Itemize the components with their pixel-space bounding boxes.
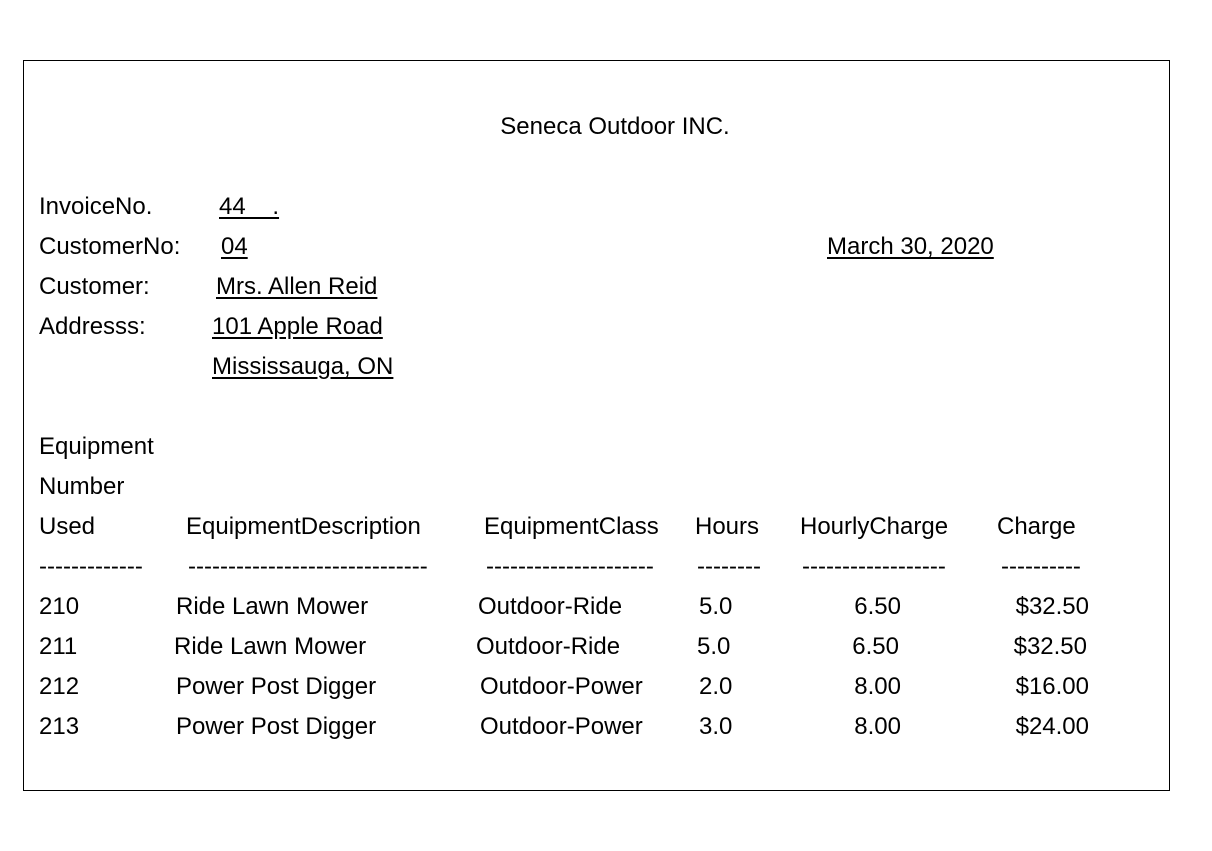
header-charge: Charge: [997, 513, 1076, 540]
customer-no-value: 04: [221, 233, 248, 260]
row-class: Outdoor-Ride: [476, 633, 621, 660]
address-line-1: 101 Apple Road: [212, 313, 383, 340]
address-line-2: Mississauga, ON: [212, 353, 394, 380]
row-number: 213: [39, 713, 80, 740]
row-class: Outdoor-Ride: [478, 593, 623, 620]
separator-description: ------------------------------: [188, 553, 428, 580]
row-charge: $32.50: [1015, 593, 1089, 620]
header-description: EquipmentDescription: [186, 513, 421, 540]
row-charge: $32.50: [1013, 633, 1087, 660]
row-hourly-charge: 8.00: [854, 713, 901, 740]
row-hourly-charge: 6.50: [852, 633, 899, 660]
header-number-line1: Equipment: [39, 433, 154, 460]
header-number-line3: Used: [39, 513, 96, 540]
separator-hours: --------: [697, 553, 761, 580]
row-charge: $16.00: [1015, 673, 1089, 700]
customer-name: Mrs. Allen Reid: [216, 273, 378, 300]
row-description: Power Post Digger: [176, 713, 377, 740]
row-hours: 5.0: [697, 633, 731, 660]
row-description: Ride Lawn Mower: [174, 633, 367, 660]
header-hourly-charge: HourlyCharge: [800, 513, 949, 540]
invoice-no-value: 44 .: [219, 193, 280, 220]
row-hours: 2.0: [699, 673, 733, 700]
row-description: Ride Lawn Mower: [176, 593, 369, 620]
row-number: 210: [39, 593, 80, 620]
invoice-no-label: InvoiceNo.: [39, 193, 153, 220]
row-charge: $24.00: [1015, 713, 1089, 740]
row-hours: 5.0: [699, 593, 733, 620]
row-number: 212: [39, 673, 80, 700]
header-number-line2: Number: [39, 473, 125, 500]
header-class: EquipmentClass: [484, 513, 659, 540]
row-description: Power Post Digger: [176, 673, 377, 700]
separator-number: -------------: [39, 553, 143, 580]
row-hourly-charge: 6.50: [854, 593, 901, 620]
header-hours: Hours: [695, 513, 760, 540]
row-class: Outdoor-Power: [480, 673, 643, 700]
separator-charge: ----------: [1001, 553, 1081, 580]
invoice-date: March 30, 2020: [827, 233, 994, 260]
row-hours: 3.0: [699, 713, 733, 740]
address-label: Addresss:: [39, 313, 146, 340]
row-number: 211: [39, 633, 78, 660]
row-class: Outdoor-Power: [480, 713, 643, 740]
company-title: Seneca Outdoor INC.: [500, 113, 730, 140]
separator-class: ---------------------: [486, 553, 654, 580]
customer-no-label: CustomerNo:: [39, 233, 181, 260]
row-hourly-charge: 8.00: [854, 673, 901, 700]
customer-label: Customer:: [39, 273, 150, 300]
separator-hourly-charge: ------------------: [802, 553, 946, 580]
